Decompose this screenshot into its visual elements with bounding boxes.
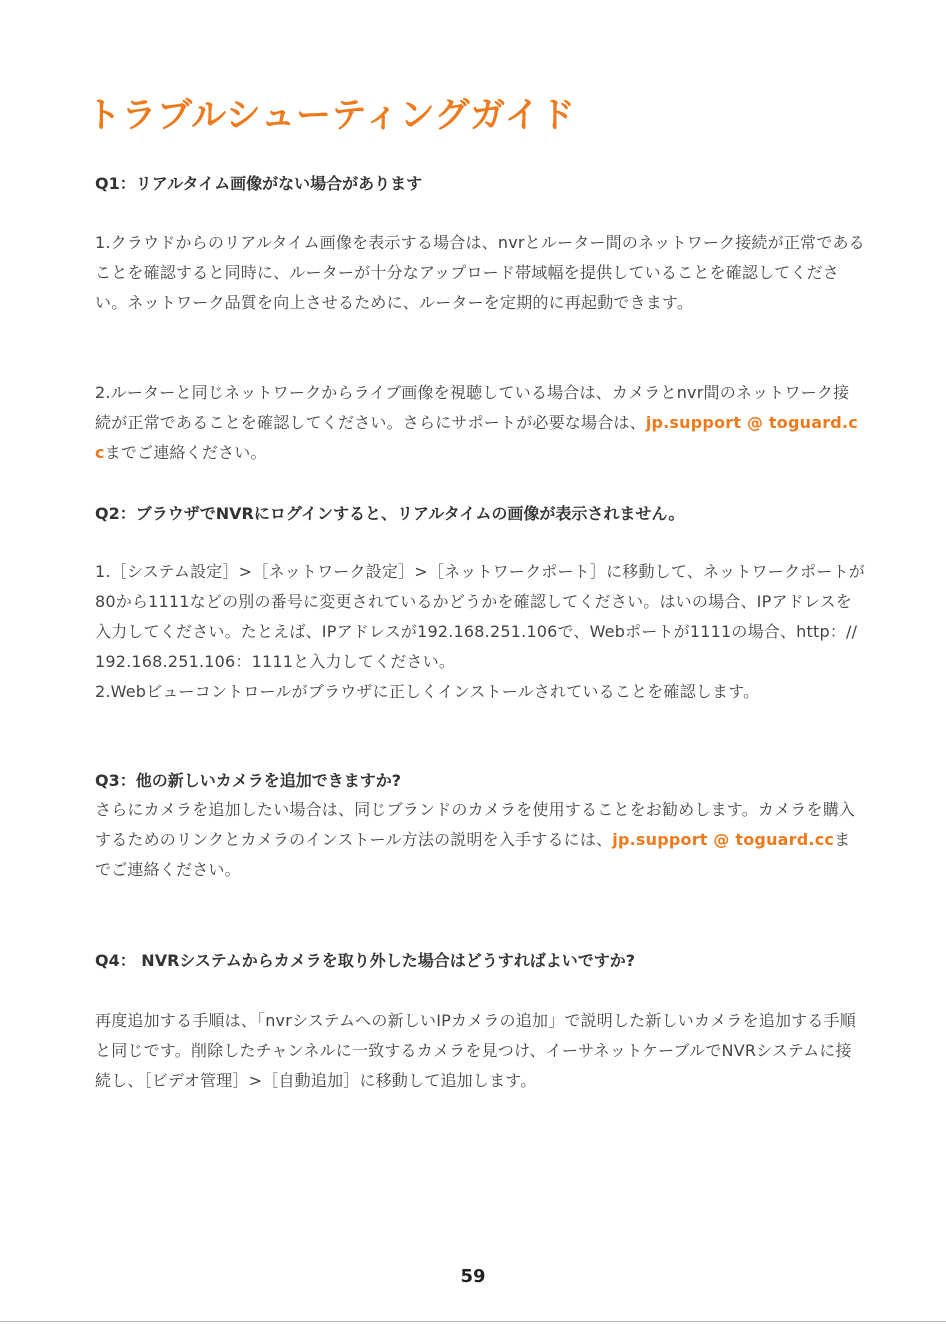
q3-answer: [95, 795, 865, 885]
q2-question: Q2：ブラウザでNVRにログインすると、リアルタイムの画像が表示されません。: [95, 504, 685, 523]
page-title: トラブルシューティングガイド: [86, 96, 576, 136]
q2-answer-2: 2.Webビューコントロールがブラウザに正しくインストールされていることを確認します。: [95, 682, 760, 701]
q3-contact-suffix: までご連絡ください。: [95, 830, 851, 879]
q4-question: Q4： NVRシステムからカメラを取り外した場合はどうすればよいですか?: [95, 951, 636, 970]
q1-answer-1: 1.クラウドからのリアルタイム画像を表示する場合は、nvrとルーター間のネットワーク接続が正常であることを確認すると同時に、ルーターが十分なアップロード帯域幅を提供していることを確認してください。ネットワーク品質を向上させるために、ルーターを定期的に再起動できます。: [95, 233, 865, 312]
q3-answer-text: さらにカメラを追加したい場合は、同じブランドのカメラを使用することをお勧めします。カメラを購入するためのリンクとカメラのインストール方法の説明を入手するには、: [95, 800, 856, 849]
q1-contact-suffix: までご連絡ください。: [104, 443, 267, 462]
footer-rule: [0, 1321, 946, 1322]
q3-contact-email-link[interactable]: jp.support @ toguard.cc: [612, 830, 835, 849]
q1-contact-email-link[interactable]: jp.support @ toguard.cc: [95, 413, 858, 462]
q1-answer-2-text: 2.ルーターと同じネットワークからライブ画像を視聴している場合は、カメラとnvr間のネットワーク接続が正常であることを確認してください。さらにサポートが必要な場合は、: [95, 383, 850, 432]
q1-answer-2: [95, 378, 865, 468]
q4-answer: 再度追加する手順は、「nvrシステムへの新しいIPカメラの追加」で説明した新しいカメラを追加する手順と同じです。削除したチャンネルに一致するカメラを見つけ、イーサネットケーブルでNVRシステムに接続し、［ビデオ管理］>［自動追加］に移動して追加します。: [95, 1011, 856, 1090]
q3-question: Q3：他の新しいカメラを追加できますか?: [95, 771, 402, 790]
q1-question: Q1：リアルタイム画像がない場合があります: [95, 174, 423, 193]
page-number: 59: [460, 1266, 486, 1287]
q2-answer-1: 1.［システム設定］>［ネットワーク設定］>［ネットワークポート］に移動して、ネットワークポートが80から1111などの別の番号に変更されているかどうかを確認してください。はいの場合、IPアドレスを入力してください。たとえば、IPアドレスが192.168.251.106で、Webポートが1111の場合、http：//192.168.251.106：1111と入力してください。: [95, 562, 865, 671]
